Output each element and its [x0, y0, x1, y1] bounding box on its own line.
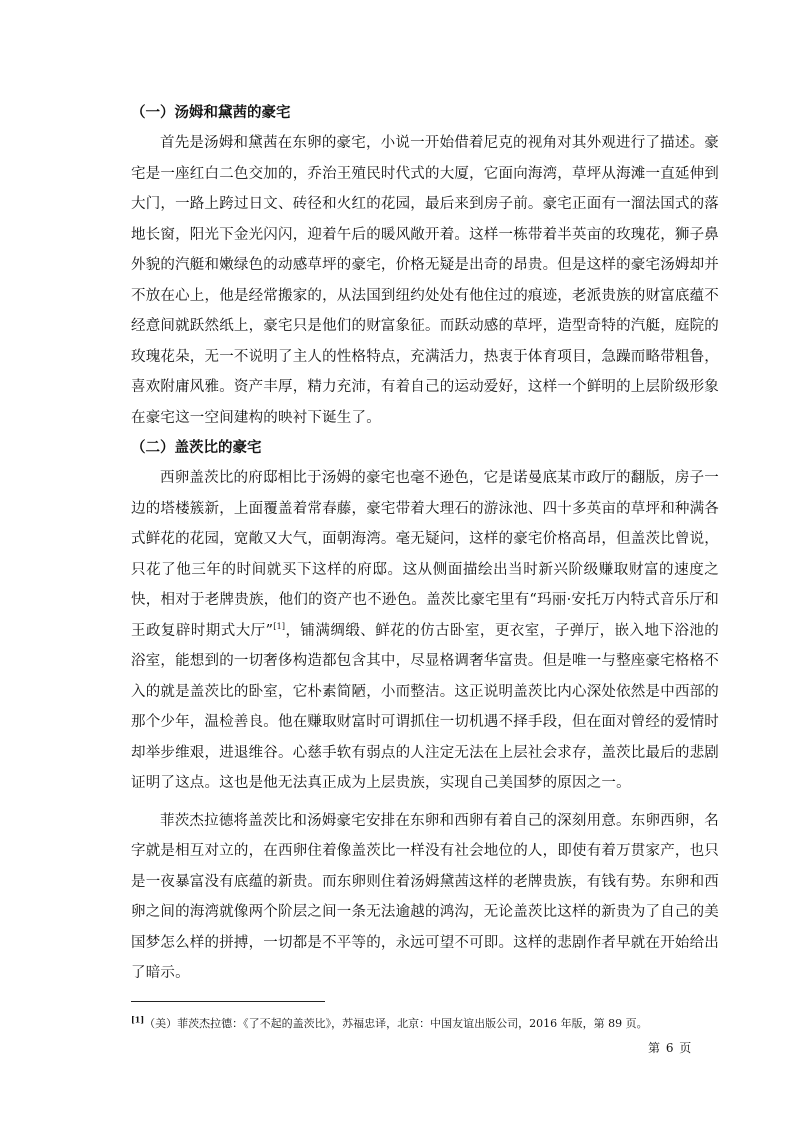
body-content — [131, 98, 719, 989]
section-heading-gatsby-mansion: （二）盖茨比的豪宅 — [131, 440, 262, 456]
footnote-mark: [1] — [131, 1014, 145, 1025]
paragraph-text-after-ref: ，铺满绸缎、鲜花的仿古卧室，更衣室，子弹厅，嵌入地下浴池的浴室，能想到的一切奢侈构造都包含其中，尽显格调奢华富贵。但是唯一与整座豪宅格格不入的就是盖茨比的卧室，它朴素简陋，小而整洁。这正说明盖茨比内心深处依然是中西部的那个少年，温检善良。他在赚取财富时可谓抓住一切机遇不择手段，但在面对曾经的爱情时却举步维艰，进退维谷。心慈手软有弱点的人注定无法在上层社会求存，盖茨比最后的悲剧证明了这点。这也是他无法真正成为上层贵族，实现自己美国梦的原因之一。 — [131, 622, 719, 791]
paragraph-gatsby-mansion — [131, 463, 719, 799]
footnote-text: （美）菲茨杰拉德：《了不起的盖茨比》，苏福忠译，北京：中国友谊出版公司，2016 年版，第 89 页。 — [144, 1017, 648, 1030]
paragraph-tom-daisy-mansion: 首先是汤姆和黛茜在东卵的豪宅，小说一开始借着尼克的视角对其外观进行了描述。豪宅是一座红白二色交加的，乔治王殖民时代式的大厦，它面向海湾，草坪从海滩一直延伸到大门，一路上跨过日文、砖径和火红的花园，最后来到房子前。豪宅正面有一溜法国式的落地长窗，阳光下金光闪闪，迎着午后的暖风敞开着。这样一栋带着半英亩的玫瑰花，狮子鼻外貌的汽艇和嫩绿色的动感草坪的豪宅，价格无疑是出奇的昂贵。但是这样的豪宅汤姆却并不放在心上，他是经常搬家的，从法国到纽约处处有他住过的痕迹，老派贵族的财富底蕴不经意间就跃然纸上，豪宅只是他们的财富象征。而跃动感的草坪，造型奇特的汽艇，庭院的玫瑰花朵，无一不说明了主人的性格特点，充满活力，热衷于体育项目，急躁而略带粗鲁，喜欢附庸风雅。资产丰厚，精力充沛，有着自己的运动爱好，这样一个鲜明的上层阶级形象在豪宅这一空间建构的映衬下诞生了。 — [131, 135, 719, 426]
footnote — [131, 1016, 731, 1032]
page-number: 第 6 页 — [648, 1041, 693, 1055]
footnote-separator — [131, 1001, 325, 1002]
footnote-reference[interactable]: [1] — [273, 621, 286, 631]
paragraph-east-west-egg: 菲茨杰拉德将盖茨比和汤姆豪宅安排在东卵和西卵有着自己的深刻用意。东卵西卵，名字就是相互对立的，在西卵住着像盖茨比一样没有社会地位的人，即使有着万贯家产，也只是一夜暴富没有底蕴的新贵。而东卵则住着汤姆黛茜这样的老牌贵族，有钱有势。东卵和西卵之间的海湾就像两个阶层之间一条无法逾越的鸿沟，无论盖茨比这样的新贵为了自己的美国梦怎么样的拼搏，一切都是不平等的，永远可望不可即。这样的悲剧作者早就在开始给出了暗示。 — [131, 812, 719, 981]
section-heading-tom-daisy-mansion: （一）汤姆和黛茜的豪宅 — [131, 105, 291, 121]
paragraph-text-before-ref: 西卵盖茨比的府邸相比于汤姆的豪宅也毫不逊色，它是诺曼底某市政厅的翻版，房子一边的塔楼簇新，上面覆盖着常春藤，豪宅带着大理石的游泳池、四十多英亩的草坪和种满各式鲜花的花园，宽敞又大气，面朝海湾。毫无疑问，这样的豪宅价格高昂，但盖茨比曾说，只花了他三年的时间就买下这样的府邸。这从侧面描绘出当时新兴阶级赚取财富的速度之快，相对于老牌贵族，他们的资产也不逊色。盖茨比豪宅里有“玛丽·安托万内特式音乐厅和王政复辟时期式大厅” — [131, 470, 719, 639]
